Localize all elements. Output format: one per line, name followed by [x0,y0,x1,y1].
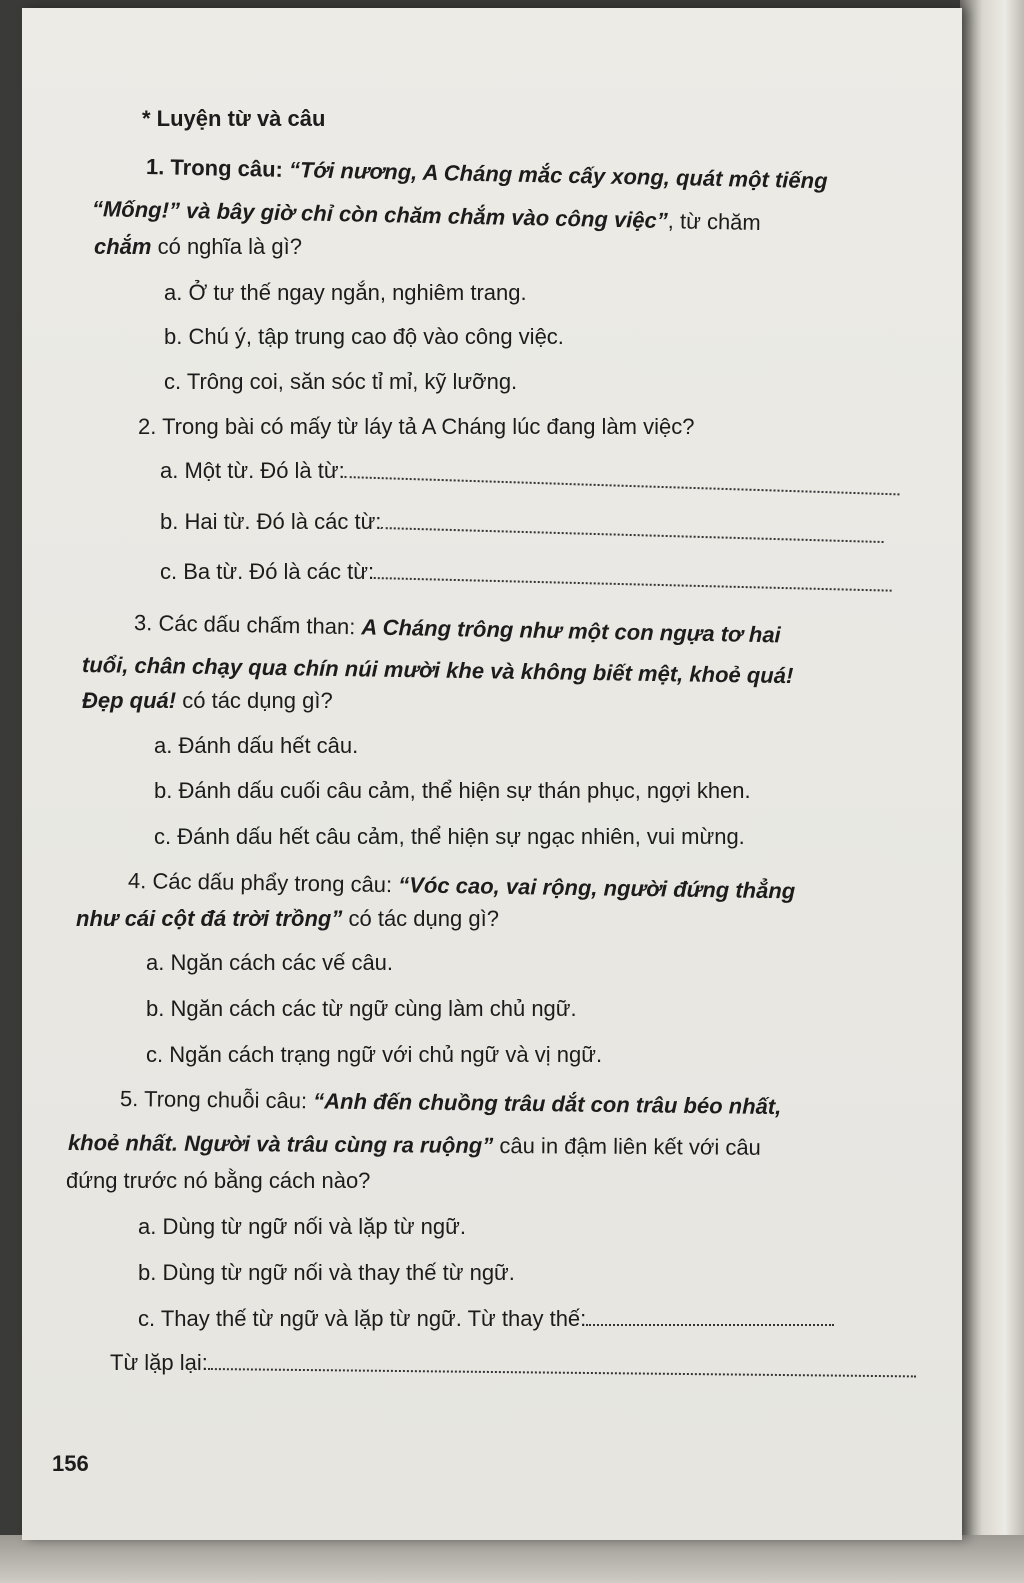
q4-line1: 4. Các dấu phẩy trong câu: “Vóc cao, vai rộng, người đứng thẳng [127,868,796,904]
q1-line1: 1. Trong câu: “Tới nương, A Cháng mắc cấy xong, quát một tiếng [145,154,828,194]
q2-question: 2. Trong bài có mấy từ láy tả A Cháng lúc đang làm việc? [138,414,695,439]
q4-option-a: a. Ngăn cách các vế câu. [146,950,394,975]
q1-option-a: a. Ở tư thế ngay ngắn, nghiêm trang. [164,280,527,305]
q1-line3: chắm có nghĩa là gì? [94,234,302,259]
q5-option-a: a. Dùng từ ngữ nối và lặp từ ngữ. [138,1214,466,1239]
section-title: * Luyện từ và câu [142,106,326,131]
table-surface [0,1535,1024,1583]
answer-blank[interactable] [374,559,892,592]
q3-option-b: b. Đánh dấu cuối câu cảm, thể hiện sự thán phục, ngợi khen. [154,778,751,803]
q1-option-b: b. Chú ý, tập trung cao độ vào công việc. [164,324,564,349]
q3-line2: tuổi, chân chạy qua chín núi mười khe và không biết mệt, khoẻ quá! [81,652,794,689]
q5-option-c: c. Thay thế từ ngữ và lặp từ ngữ. Từ thay thế: [138,1304,834,1334]
answer-blank[interactable] [344,458,899,495]
q1-option-c: c. Trông coi, săn sóc tỉ mỉ, kỹ lưỡng. [164,369,518,394]
q3-line3: Đẹp quá! có tác dụng gì? [82,688,333,713]
page-number: 156 [52,1451,89,1476]
q1-line2: “Mống!” và bây giờ chỉ còn chăm chắm vào công việc”, từ chăm [91,196,762,236]
q2-option-a: a. Một từ. Đó là từ: [160,456,900,486]
q3-line1: 3. Các dấu chấm than: A Cháng trông như một con ngựa tơ hai [133,610,781,648]
q3-option-c: c. Đánh dấu hết câu cảm, thể hiện sự ngạc nhiên, vui mừng. [154,824,745,849]
q5-line2: khoẻ nhất. Người và trâu cùng ra ruộng” câu in đậm liên kết với câu [67,1130,761,1160]
q5-line3: đứng trước nó bằng cách nào? [66,1168,371,1193]
answer-blank[interactable] [586,1306,834,1326]
q2-option-b: b. Hai từ. Đó là các từ: [160,507,884,537]
answer-blank[interactable] [381,509,884,543]
q4-option-b: b. Ngăn cách các từ ngữ cùng làm chủ ngữ. [146,996,577,1021]
q4-option-c: c. Ngăn cách trạng ngữ với chủ ngữ và vị ngữ. [146,1042,603,1067]
q3-option-a: a. Đánh dấu hết câu. [154,733,359,758]
q5-repeat: Từ lặp lại: [110,1348,916,1378]
q4-line2: như cái cột đá trời trồng” có tác dụng gì? [76,906,499,931]
q5-option-b: b. Dùng từ ngữ nối và thay thế từ ngữ. [138,1260,515,1285]
q5-line1: 5. Trong chuỗi câu: “Anh đến chuồng trâu dắt con trâu béo nhất, [119,1086,782,1120]
answer-blank[interactable] [208,1350,916,1377]
book-page [22,8,962,1540]
book-page-edge [960,0,1024,1583]
q2-option-c: c. Ba từ. Đó là các từ: [160,557,892,587]
